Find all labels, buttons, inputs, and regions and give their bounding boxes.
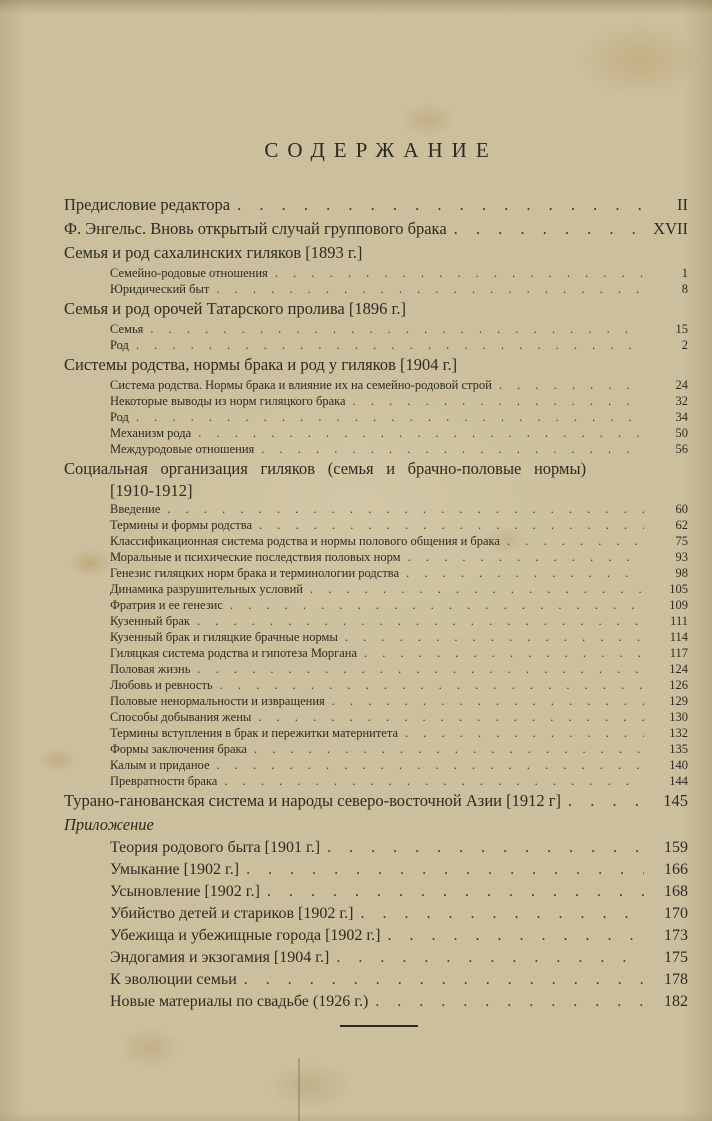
entry-label: Способы добывания жены (110, 710, 252, 724)
toc-entry (64, 377, 688, 393)
entry-label: Новые материалы по свадьбе (1926 г.) (110, 993, 369, 1010)
dot-leader (568, 789, 644, 813)
entry-label: Термины и формы родства (110, 518, 253, 532)
entry-label: Некоторые выводы из норм гиляцкого брака (110, 394, 346, 408)
dot-leader (387, 925, 644, 947)
toc-entry (64, 813, 688, 837)
entry-page: 173 (664, 927, 688, 944)
entry-label: Юридический быт (110, 282, 210, 296)
toc-entry (64, 741, 688, 757)
toc-entry (64, 725, 688, 741)
entry-label: Механизм рода (110, 426, 192, 440)
entry-label: Убийство детей и стариков [1902 г.] (110, 905, 354, 922)
entry-label: Половая жизнь (110, 662, 191, 676)
entry-label: Род (110, 410, 129, 424)
dot-leader (230, 597, 644, 613)
entry-label: Междуродовые отношения (110, 442, 255, 456)
toc-entry (64, 393, 688, 409)
entry-label: Превратности брака (110, 774, 218, 788)
dot-leader (345, 629, 644, 645)
entry-label: Кузенный брак и гиляцкие брачные нормы (110, 630, 338, 644)
dot-leader (275, 265, 644, 281)
entry-page: 124 (669, 662, 688, 676)
dot-leader (197, 613, 644, 629)
toc-entry (64, 281, 688, 297)
dot-leader (360, 903, 644, 925)
dot-leader (406, 565, 644, 581)
toc-entry (64, 457, 688, 481)
toc-entry (64, 789, 688, 813)
entry-page: 170 (664, 905, 688, 922)
dot-leader (220, 677, 644, 693)
entry-label: Турано-ганованская система и народы северо-восточной Азии [1912 г] (64, 791, 561, 810)
entry-page: 32 (675, 394, 688, 408)
toc-entry (64, 581, 688, 597)
toc-entry (64, 773, 688, 789)
dot-leader (136, 337, 644, 353)
entry-page: 129 (669, 694, 688, 708)
toc-entry (64, 837, 688, 859)
entry-label: Усыновление [1902 г.] (110, 883, 260, 900)
entry-label: Социальная организация гиляков (семья и брачно-половые нормы) (64, 459, 587, 478)
toc-entry (64, 337, 688, 353)
entry-label: Предисловие редактора (64, 195, 231, 214)
dot-leader (216, 281, 644, 297)
dot-leader (244, 969, 644, 991)
entry-label: Кузенный брак (110, 614, 190, 628)
toc-entry (64, 903, 688, 925)
toc-entry (64, 881, 688, 903)
dot-leader (198, 425, 644, 441)
entry-page: 182 (664, 993, 688, 1010)
toc-entry (64, 677, 688, 693)
entry-label: Моральные и психические последствия половых норм (110, 550, 401, 564)
dot-leader (246, 859, 644, 881)
toc-entry (64, 533, 688, 549)
dot-leader (267, 881, 644, 903)
toc-entry (64, 517, 688, 533)
toc-entry (64, 661, 688, 677)
toc-entry (64, 321, 688, 337)
entry-page: II (677, 195, 688, 214)
paper-crease (298, 1058, 300, 1121)
toc-entry (64, 859, 688, 881)
entry-label: Гиляцкая система родства и гипотеза Моргана (110, 646, 358, 660)
toc-entry (64, 645, 688, 661)
entry-page: XVII (653, 219, 688, 238)
entry-label: Семья (110, 322, 144, 336)
dot-leader (217, 757, 645, 773)
entry-page: 93 (675, 550, 688, 564)
entry-page: 60 (675, 502, 688, 516)
entry-label: Калым и приданое (110, 758, 210, 772)
toc-entry (64, 409, 688, 425)
entry-label: К эволюции семьи (110, 971, 237, 988)
entry-label: Умыкание [1902 г.] (110, 861, 240, 878)
entry-label: Семья и род сахалинских гиляков [1893 г.] (64, 243, 363, 262)
entry-label: Системы родства, нормы брака и род у гиляков [1904 г.] (64, 355, 458, 374)
toc-entry (64, 613, 688, 629)
entry-page: 145 (663, 791, 688, 810)
entry-page: 105 (669, 582, 688, 596)
dot-leader (405, 725, 644, 741)
dot-leader (258, 709, 644, 725)
entry-page: 34 (675, 410, 688, 424)
entry-page: 109 (669, 598, 688, 612)
toc-entry (64, 565, 688, 581)
entry-page: 2 (681, 338, 688, 352)
toc-entry (64, 265, 688, 281)
toc-entry (64, 241, 688, 265)
toc-entry (64, 217, 688, 241)
toc-list (64, 193, 688, 1013)
entry-label: Ф. Энгельс. Вновь открытый случай группового брака (64, 219, 447, 238)
entry-page: 175 (664, 949, 688, 966)
entry-page: 111 (670, 614, 688, 628)
entry-label: Термины вступления в брак и пережитки матернитета (110, 726, 399, 740)
entry-page: 50 (675, 426, 688, 440)
entry-page: 98 (675, 566, 688, 580)
dot-leader (336, 947, 644, 969)
entry-label: Система родства. Нормы брака и влияние их на семейно-родовой строй (110, 378, 492, 392)
dot-leader (332, 693, 644, 709)
entry-page: 114 (669, 630, 688, 644)
dot-leader (259, 517, 644, 533)
toc-entry (64, 925, 688, 947)
entry-label: Убежища и убежищные города [1902 г.] (110, 927, 381, 944)
entry-page: 168 (664, 883, 688, 900)
toc-entry (64, 193, 688, 217)
entry-label: Фратрия и ее генезис (110, 598, 223, 612)
dot-leader (150, 321, 644, 337)
dot-leader (136, 409, 644, 425)
dot-leader (310, 581, 644, 597)
entry-page: 132 (669, 726, 688, 740)
entry-label: Род (110, 338, 129, 352)
toc-entry (64, 501, 688, 517)
toc-entry (64, 991, 688, 1013)
entry-label: Приложение (64, 815, 154, 834)
dot-leader (353, 393, 644, 409)
entry-page: 56 (675, 442, 688, 456)
entry-page: 75 (675, 534, 688, 548)
entry-label: Динамика разрушительных условий (110, 582, 303, 596)
entry-label: Формы заключения брака (110, 742, 247, 756)
entry-page: 130 (669, 710, 688, 724)
dot-leader (364, 645, 644, 661)
toc-entry (64, 947, 688, 969)
entry-page: 126 (669, 678, 688, 692)
toc-entry (64, 757, 688, 773)
entry-label: Введение (110, 502, 161, 516)
section-divider (340, 1025, 418, 1027)
dot-leader (375, 991, 644, 1013)
entry-label: Классификационная система родства и нормы полового общения и брака (110, 534, 500, 548)
dot-leader (408, 549, 644, 565)
toc-entry (64, 629, 688, 645)
entry-page: 166 (664, 861, 688, 878)
entry-label: Семейно-родовые отношения (110, 266, 268, 280)
entry-label: Семья и род орочей Татарского пролива [1896 г.] (64, 299, 406, 318)
entry-page: 117 (669, 646, 688, 660)
dot-leader (254, 741, 644, 757)
dot-leader (224, 773, 644, 789)
dot-leader (499, 377, 644, 393)
entry-label: Эндогамия и экзогамия [1904 г.] (110, 949, 330, 966)
toc-entry (64, 549, 688, 565)
entry-page: 135 (669, 742, 688, 756)
dot-leader (507, 533, 644, 549)
page-title: СОДЕРЖАНИЕ (264, 138, 498, 162)
toc-entry (64, 693, 688, 709)
entry-label: Теория родового быта [1901 г.] (110, 839, 321, 856)
entry-page: 140 (669, 758, 688, 772)
toc-entry (64, 441, 688, 457)
entry-page: 159 (664, 839, 688, 856)
toc-entry (64, 709, 688, 725)
entry-label: Половые ненормальности и извращения (110, 694, 325, 708)
entry-page: 15 (675, 322, 688, 336)
entry-page: 1 (681, 266, 688, 280)
entry-page: 144 (669, 774, 688, 788)
dot-leader (167, 501, 644, 517)
entry-page: 178 (664, 971, 688, 988)
toc-entry (64, 425, 688, 441)
dot-leader (237, 193, 644, 217)
toc-entry (64, 353, 688, 377)
toc-entry (64, 597, 688, 613)
dot-leader (261, 441, 644, 457)
entry-label: Любовь и ревность (110, 678, 213, 692)
entry-page: 24 (675, 378, 688, 392)
entry-label: Генезис гиляцких норм брака и терминологии родства (110, 566, 400, 580)
toc-entry (64, 297, 688, 321)
toc-entry (64, 969, 688, 991)
dot-leader (327, 837, 644, 859)
entry-page: 62 (675, 518, 688, 532)
entry-label-continuation: [1910-1912] (110, 481, 193, 500)
dot-leader (197, 661, 644, 677)
entry-page: 8 (681, 282, 688, 296)
dot-leader (454, 217, 644, 241)
